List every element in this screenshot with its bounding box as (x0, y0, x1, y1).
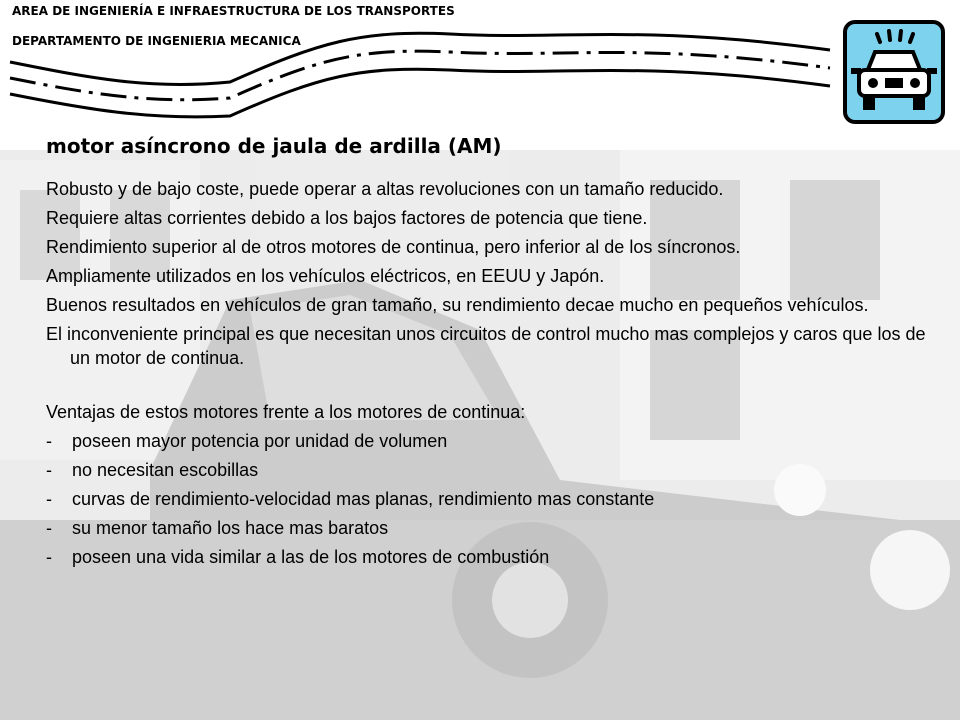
list-item (46, 545, 926, 569)
advantage-text: poseen mayor potencia por unidad de volumen (72, 431, 448, 451)
list-item (46, 458, 926, 482)
bullet-marker: - (46, 489, 52, 509)
list-item (46, 516, 926, 540)
list-item (46, 429, 926, 453)
bullet-marker: - (46, 518, 52, 538)
slide-title: motor asíncrono de jaula de ardilla (AM) (46, 134, 502, 158)
paragraph: Buenos resultados en vehículos de gran tamaño, su rendimiento decae mucho en pequeños vehículos. (46, 295, 869, 315)
slide-body (46, 177, 926, 574)
advantage-text: curvas de rendimiento-velocidad mas planas, rendimiento mas constante (72, 489, 655, 509)
header-department-name: DEPARTAMENTO DE INGENIERIA MECANICA (12, 34, 301, 48)
road-decoration (0, 20, 840, 120)
paragraph: Robusto y de bajo coste, puede operar a altas revoluciones con un tamaño reducido. (46, 179, 724, 199)
paragraph: Requiere altas corrientes debido a los bajos factores de potencia que tiene. (46, 208, 648, 228)
bullet-marker: - (46, 431, 52, 451)
list-item (46, 487, 926, 511)
car-icon (843, 20, 945, 124)
advantage-text: su menor tamaño los hace mas baratos (72, 518, 389, 538)
advantages-intro: Ventajas de estos motores frente a los motores de continua: (46, 402, 526, 422)
paragraph: Rendimiento superior al de otros motores de continua, pero inferior al de los síncronos. (46, 237, 741, 257)
bullet-marker: - (46, 460, 52, 480)
bullet-marker: - (46, 547, 52, 567)
paragraph: Ampliamente utilizados en los vehículos eléctricos, en EEUU y Japón. (46, 266, 605, 286)
paragraph: El inconveniente principal es que necesitan unos circuitos de control mucho mas complejos y caros que los de un motor de continua. (46, 324, 926, 368)
advantage-text: no necesitan escobillas (72, 460, 259, 480)
advantage-text: poseen una vida similar a las de los motores de combustión (72, 547, 550, 567)
header-area-name: AREA DE INGENIERÍA E INFRAESTRUCTURA DE LOS TRANSPORTES (12, 4, 455, 18)
